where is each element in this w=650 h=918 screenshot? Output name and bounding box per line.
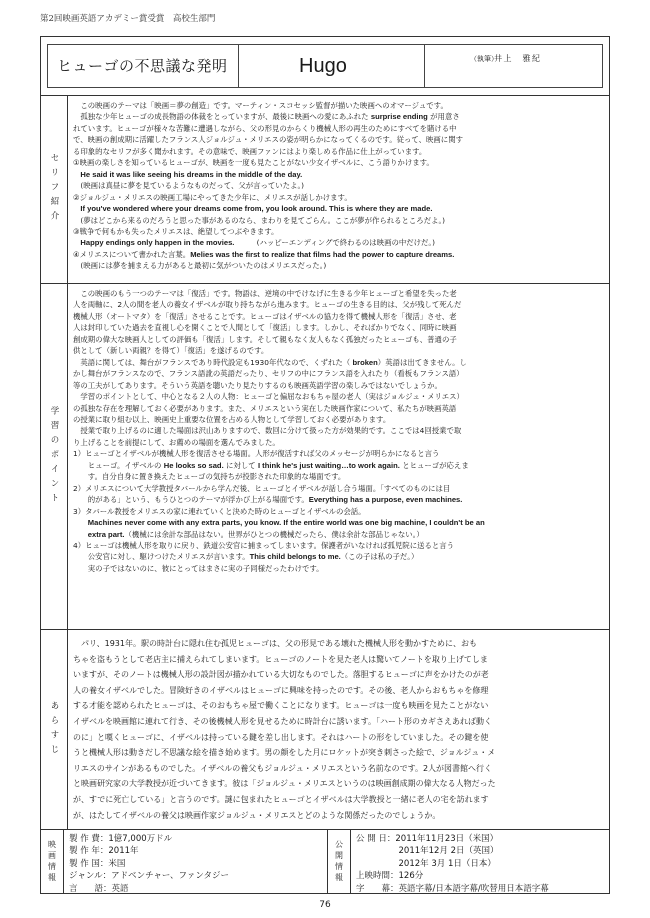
text-line <box>73 203 603 214</box>
text-line: 実の子ではないのに、彼にとってはまさに実の子同様だったわけです。 <box>73 563 324 573</box>
author-label: （執筆） <box>470 55 498 63</box>
text-line: うと機械人形は動きだし不思議な絵を描き始めます。男の顔をした月にロケットが突き刺さった絵で、ジョルジュ・メ <box>73 748 496 758</box>
title-box <box>47 44 603 88</box>
info-line: 言 語：英語 <box>69 883 129 894</box>
text-line: す。自分自身に置き換えたヒューゴの気持ちが投影された印象的な場面です。 <box>73 472 346 482</box>
section-serif <box>41 95 609 283</box>
text-line: ちゃを盗もうとして老店主に捕えられてしまいます。ヒューゴのノートを見た老人は驚いてノートを取り上げてしま <box>73 654 488 664</box>
release-info <box>356 833 549 895</box>
text-line: 等の工夫がしてあります。そういう英語を聴いたり見たりするのも映画英語学習の楽しみではないでしょうか。 <box>73 380 442 390</box>
text-line <box>73 517 603 528</box>
title-japanese: ヒューゴの不思議な発明 <box>57 57 228 75</box>
english-quote: Melies was the first to realize that films had the power to capture dreams. <box>190 249 455 259</box>
text-line: る印象的なセリフが多く聞かれます。その意味で、映画ファンにはより楽しめる作品に仕上がっています。 <box>73 146 427 156</box>
worksheet-frame <box>40 36 610 894</box>
text-line: (映画は真昼に夢を見ているようなものだって、父が言っていたよ。) <box>73 181 305 191</box>
text-line: 孤独な少年ヒューゴの成長物語の体裁をとっていますが、最後に映画への愛にあふれた surprise ending が用意さ <box>73 112 460 122</box>
text-line: 4）ヒューゴは機械人形を取りに戻り、鉄道公安官に捕まってしまいます。保護者がいなければ孤児院に送ると言う <box>73 540 455 550</box>
text-line: 3）タバール教授をメリエスの家に連れていくと決めた時のヒューゴとイザベルの会話。 <box>73 506 366 516</box>
section-label: 学習のポイント <box>49 405 59 508</box>
text-line: イザベルを映画館に連れて行き、その後機械人形を見せるために時計台に誘います。「ハート形のカギさえあれば動く <box>73 716 493 726</box>
section-label-cell <box>41 630 68 829</box>
text-line: (夢はどこから来るのだろうと思った事があるのなら、まわりを見てごらん。ここが夢が作られるところだよ。) <box>73 215 446 225</box>
text-line: 人は封印していた過去を直視し心を開くことで人間として「復活」します。しかし、そればかりでなく、同時に映画 <box>73 323 457 333</box>
text-line: かし舞台がフランスなので、フランス語訛の英語だったり、セリフの中にフランス語を入れたり（看板もフランス語） <box>73 369 464 379</box>
text-line: が、はたしてイザベルの養父は映画作家ジョルジュ・メリエスとどのような関係だったのでしょうか。 <box>73 810 441 820</box>
section-content <box>73 100 603 272</box>
text-line: いますが、そのノートは機械人形の設計図が描かれている大切なものでした。落胆するヒューゴに声をかけたのが老 <box>73 670 489 680</box>
page-header: 第2回映画英語アカデミー賞受賞 高校生部門 <box>40 14 216 24</box>
title-divider <box>424 45 425 87</box>
title-divider <box>238 45 239 87</box>
text-line: 学習のポイントとして、中心となる２人の人物：ヒューゴと偏屈なおもちゃ屋の老人（実はジョルジュ・メリエス） <box>73 392 464 402</box>
english-quote: He said it was like seeing his dreams in the middle of the day. <box>80 169 303 179</box>
text-line: 機械人形（オートマタ）を「復活」させることです。ヒューゴはイザベルの協力を得て機械人形を「復活」させ、老 <box>73 311 457 321</box>
text-line: 的がある」という、もうひとつのテーマが浮かび上がる場面です。Everything has a purpose, even machines. <box>73 495 463 505</box>
info-line: 製 作 費：1億7,000万ドル <box>69 834 173 844</box>
title-row <box>41 37 609 95</box>
section-content <box>73 636 603 823</box>
text-line: 供として（新しい両親？を得て）「復活」を遂げるのです。 <box>73 346 269 356</box>
text-line: 英語に関しては、舞台がフランスであり時代設定も1930年代なので、くずれた（ broken）英語は出てきません。し <box>73 357 467 367</box>
info-line: 公 開 日：2011年11月23日（米国） <box>356 834 499 844</box>
film-info-label: 映画情報 <box>47 840 57 884</box>
section-learning-points <box>41 283 609 629</box>
text-line: り上げることを前提にして、お薦めの場面を選んでみました。 <box>73 437 280 447</box>
info-label-cell <box>41 830 64 894</box>
english-quote: He looks so sad. <box>163 460 224 470</box>
text-line: ①映画の楽しさを知っているヒューゴが、映画を一度も見たことがない少女イザベルに、こう語りかけます。 <box>73 158 434 168</box>
page-number: 76 <box>319 900 331 910</box>
text-line: で、映画の創成期に活躍したフランス人ジョルジュ・メリエスの姿が明らかになってくるのです。従って、映画に関す <box>73 135 463 145</box>
text-line: が、すでに死亡している」と言うのです。謎に包まれたヒューゴとイザベルは大学教授と一緒に老人の宅を訪れます <box>73 794 489 804</box>
text-line: ④メリエスについて書かれた言葉。Melies was the first to realize that films had the power to capture dreams. <box>73 249 455 259</box>
info-label-cell <box>327 830 351 894</box>
section-label-cell <box>41 96 68 283</box>
text-line: れています。ヒューゴが様々な苦難に遭遇しながら、父の形見のからくり機械人形の再生のためにすべてを賭ける中 <box>73 123 457 133</box>
text-line: 人の養女イザベルでした。冒険好きのイザベルはヒューゴに興味を持ったのです。その後、老人からおもちゃを修理 <box>73 685 489 695</box>
text-line: と映画研究家の大学教授が近づいてきます。彼は「ジョルジュ・メリエスというのは映画創成期の偉大なる人物だった <box>73 779 496 789</box>
text-line: ③戦争で何もかも失ったメリエスは、絶望してつぶやきます。 <box>73 226 279 236</box>
english-quote: surprise ending <box>370 112 428 122</box>
text-line: (映画には夢を捕まえる力があると最初に気がついたのはメリエスだった。) <box>73 261 327 271</box>
english-quote: extra part. <box>87 529 125 539</box>
text-line: の授業に取り組む以上、映画史上重要な位置を占める人物として学習しておく必要があります。 <box>73 414 391 424</box>
text-line: 2）メリエスについて大学教授タバールから学んだ後、ヒューゴとイザベルが話し合う場面。「すべてのものには目 <box>73 483 451 493</box>
info-line: 上映時間：126分 <box>356 871 424 882</box>
text-line: ②ジョルジュ・メリエスの映画工場にやってきた少年に、メリエスが話しかけます。 <box>73 192 352 202</box>
section-content <box>73 288 603 574</box>
text-line: リエスのサインがあるものでした。イザベルの養父もジョルジュ・メリエスという名前なのです。2人が図書館へ行く <box>73 763 493 773</box>
english-quote: I think he's just waiting…to work again. <box>257 460 400 470</box>
text-line: 1）ヒューゴとイザベルが機械人形を復活させる場面。人形が復活すれば父のメッセージが明らかになると言う <box>73 449 440 459</box>
info-line: 2011年12月 2日（英国） <box>356 846 499 857</box>
text-line: の孤独な存在を理解しておく必要があります。また、メリエスという実在した映画作家について、私たちが映画英語 <box>73 403 457 413</box>
text-line: この映画のもう一つのテーマは「復活」です。物語は、逆境の中でけなげに生きる少年ヒューゴと希望を失った老 <box>73 289 457 298</box>
english-quote: Machines never come with any extra parts, you know. If the entire world was one big machine, I couldn't be an <box>87 518 485 528</box>
text-line: 公安官に対し、駆けつけたメリエスが言います。This child belongs to me.（この子は私の子だ。） <box>73 552 419 562</box>
film-info <box>69 833 229 895</box>
author-name: 井上 雅紀 <box>494 54 542 63</box>
info-line: ジャンル：アドベンチャー、ファンタジー <box>69 871 230 882</box>
text-line: 人を両軸に、2人の間を老人の養女イザベルが取り持ちながら進みます。ヒューゴの生きる目的は、父が残して死んだ <box>73 300 462 310</box>
english-quote: Happy endings only happen in the movies. <box>80 238 235 248</box>
info-line: 製 作 年：2011年 <box>69 846 139 857</box>
text-line: 創成期の偉大な映画人としての評価も「復活」します。そして親もなく友人もなく孤独だったヒューゴも、普通の子 <box>73 334 457 344</box>
info-line: 2012年 3月 1日（日本） <box>356 858 496 869</box>
text-line: ヒューゴ。イザベルの He looks so sad. に対して I think he's just waiting…to work again. とヒューゴが応えま <box>73 460 469 470</box>
text-line: この映画のテーマは「映画＝夢の創造」です。マーティン・スコセッシ監督が描いた映画へのオマージュです。 <box>73 101 448 110</box>
text-line <box>73 169 603 180</box>
section-label-cell <box>41 284 68 629</box>
release-info-label: 公開情報 <box>334 840 344 884</box>
english-quote: broken <box>352 357 378 367</box>
info-line: 字 幕：英語字幕/日本語字幕/吹替用日本語字幕 <box>356 883 549 894</box>
title-english: Hugo <box>299 55 347 77</box>
english-quote: If you've wondered where your dreams come from, you look around. This is where they are made. <box>80 204 433 214</box>
text-line: パリ、1931年。駅の時計台に隠れ住む孤児ヒューゴは、父の形見である壊れた機械人形を動かすために、おも <box>73 639 477 648</box>
english-quote: This child belongs to me. <box>249 552 341 562</box>
section-label: セリフ紹介 <box>49 153 59 226</box>
text-line: する才能を認められたヒューゴは、そのおもちゃ屋で働くことになります。ヒューゴは一度も映画を見たことがない <box>73 701 489 711</box>
text-line: extra part.（機械には余計な部品はない。世界がひとつの機械だったら、僕は余計な部品じゃない。） <box>87 529 424 539</box>
section-label: あらすじ <box>49 700 59 759</box>
info-row <box>41 829 609 894</box>
section-synopsis <box>41 629 609 829</box>
english-quote: Everything has a purpose, even machines. <box>308 495 463 505</box>
text-line: のに」と嘆くヒューゴに、イザベルは持っている鍵を差し出します。それはハートの形をしていました。その鍵を使 <box>73 732 489 742</box>
info-line: 製 作 国：米国 <box>69 858 126 869</box>
text-line: 授業で取り上げるのに適した場面は沢山ありますので、数回に分けて扱った方が効果的です。ここでは4回授業で取 <box>73 426 462 436</box>
text-line: Happy endings only happen in the movies. (ハッピーエンディングで終わるのは映画の中だけだ。) <box>80 238 436 248</box>
